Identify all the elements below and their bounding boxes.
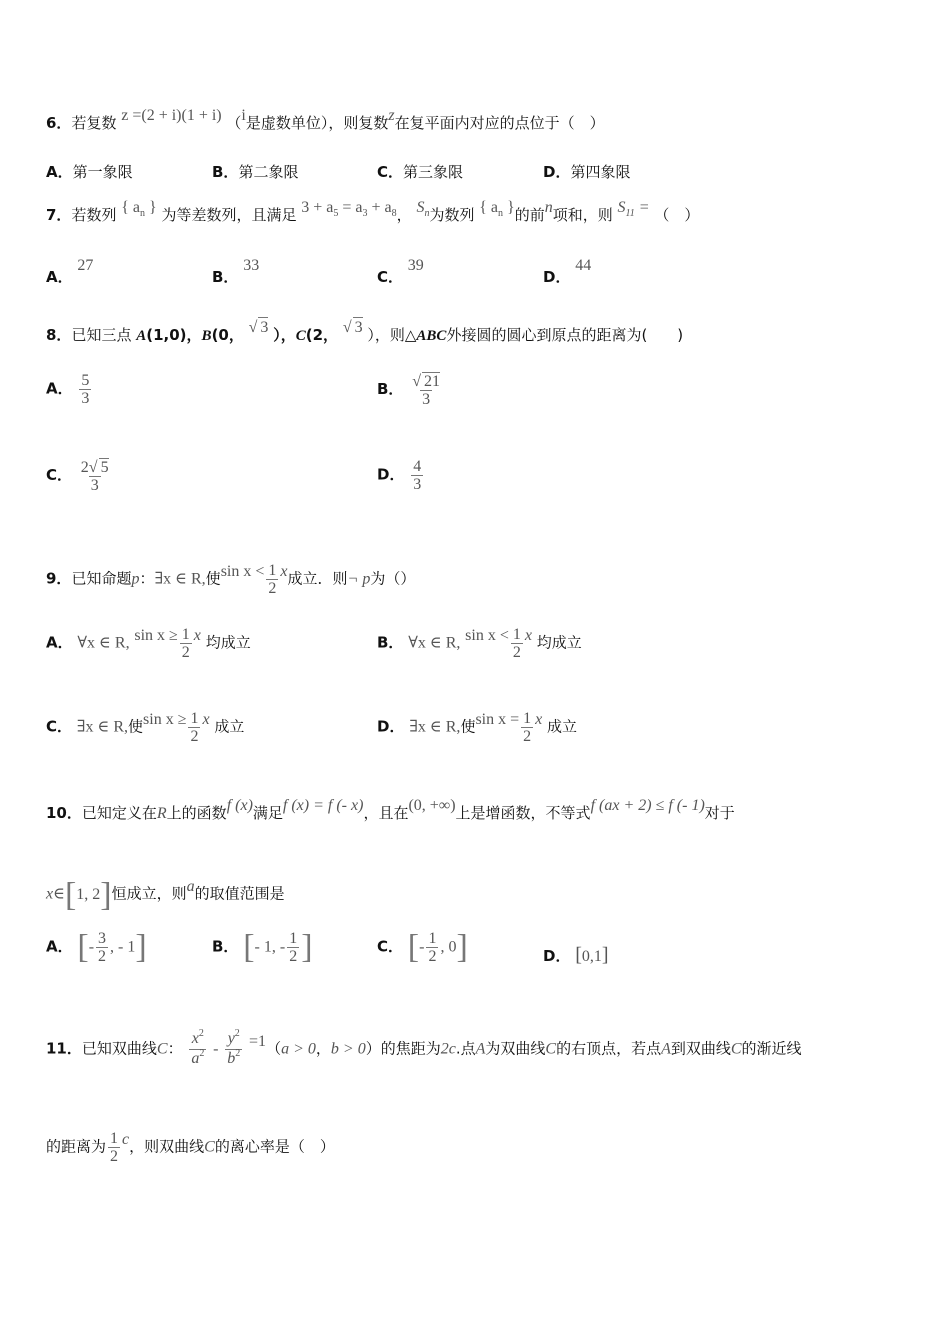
fraction: $\frac{1}{2}$ <box>512 626 521 661</box>
option-label: A． <box>46 937 73 956</box>
option-label: A． <box>46 633 73 652</box>
question-text: 已知双曲线 <box>81 1039 157 1058</box>
question-text: 恒成立，则 <box>111 884 187 903</box>
question-text: ： <box>139 569 155 588</box>
fraction: $\frac{x^2}{a^2}$ <box>191 1028 205 1067</box>
math-text: - <box>213 1040 219 1058</box>
question-number: 9． <box>46 569 72 588</box>
option-label: D． <box>543 268 571 286</box>
fraction: $\frac{√ 21}{3}$ <box>412 373 440 408</box>
option-text: 使 <box>460 717 476 736</box>
math-formula: f (ax + 2) ≤ f (- 1) <box>590 797 705 814</box>
option-a[interactable] <box>46 372 93 407</box>
option-label: D． <box>377 465 405 484</box>
option-label: A． <box>46 268 73 286</box>
math-symbol: C <box>204 1138 215 1156</box>
question-text: .点 <box>455 1039 476 1058</box>
question-number: 6． <box>46 114 72 132</box>
sequence-symbol: { $a_n$ } <box>479 199 515 219</box>
math-formula: (0, +∞) <box>408 797 456 814</box>
question-7 <box>46 199 700 228</box>
option-a[interactable] <box>46 626 251 661</box>
option-label: C． <box>377 268 404 286</box>
question-8 <box>46 319 684 346</box>
math-formula: 2c <box>440 1040 456 1058</box>
math-symbol: ¬ p <box>347 570 371 588</box>
fraction: $\frac{1}{2}$ <box>523 710 532 745</box>
option-b[interactable] <box>377 626 582 661</box>
option-value: 44 <box>575 257 592 274</box>
option-c[interactable] <box>377 257 424 287</box>
question-text: 到双曲线 <box>670 1039 731 1058</box>
math-formula: b > 0 <box>330 1040 366 1058</box>
fraction: $\frac{4}{3}$ <box>413 458 422 493</box>
question-text: 满足 <box>252 804 283 822</box>
question-text: 的前 <box>514 206 545 224</box>
option-c[interactable] <box>46 458 113 494</box>
option-label: B． <box>212 163 239 181</box>
question-text: 成立．则 <box>287 569 348 588</box>
question-6 <box>46 107 605 134</box>
question-text: 是虚数单位），则复数 <box>245 114 389 132</box>
fraction: $\frac{1}{2}$ <box>289 930 298 965</box>
question-text: ，则双曲线 <box>129 1137 205 1156</box>
math-formula: sin x < <box>220 562 265 580</box>
math-symbol: a <box>186 877 195 895</box>
question-text: 的右顶点，若点 <box>556 1039 662 1058</box>
fraction: $\frac{1}{2}$ <box>428 930 437 965</box>
question-text: 在复平面内对应的点位于（ ） <box>394 114 605 132</box>
math-text: - <box>88 938 95 956</box>
math-text: 0,1 <box>581 948 602 965</box>
question-text: ，且在 <box>363 804 409 822</box>
option-b[interactable] <box>377 372 444 408</box>
option-b[interactable] <box>212 161 298 182</box>
question-number: 10． <box>46 804 82 822</box>
math-text: , 0 <box>440 938 457 956</box>
math-symbol: C <box>545 1040 557 1058</box>
math-formula: a > 0 <box>281 1040 316 1058</box>
math-formula: sin x ≥ <box>143 710 187 728</box>
option-text: 第一象限 <box>72 163 133 181</box>
math-symbol: $S_{11}$ = <box>617 199 650 219</box>
question-text: 已知三点 <box>71 326 132 344</box>
option-text: 第二象限 <box>238 163 299 181</box>
option-a[interactable] <box>46 161 133 182</box>
question-text: 项和，则 <box>552 206 613 224</box>
math-formula: ∃x ∈ R, <box>409 718 461 736</box>
option-label: A． <box>46 163 73 181</box>
option-text: 成立 <box>214 717 245 736</box>
math-formula: sin x < <box>465 626 509 644</box>
interval: [1, 2] <box>64 876 112 913</box>
question-9 <box>46 562 415 597</box>
fraction: $\frac{1}{2}$ <box>181 626 190 661</box>
question-text: 上的函数 <box>166 804 227 822</box>
math-symbol: x <box>280 562 288 580</box>
question-text: 的离心率是（ ） <box>214 1137 335 1156</box>
math-symbol: C <box>730 1040 742 1058</box>
option-label: D． <box>377 717 405 736</box>
question-text: （ <box>226 114 242 132</box>
math-symbol: A <box>475 1040 486 1058</box>
option-value: 39 <box>407 257 424 274</box>
question-text: 上是增函数，不等式 <box>455 804 591 822</box>
math-symbol: x <box>524 626 532 644</box>
math-symbol: x <box>202 710 210 728</box>
option-label: C． <box>46 466 73 484</box>
question-text: 对于 <box>704 804 735 822</box>
math-symbol: C <box>156 1040 168 1058</box>
fraction: $\frac{1}{2}$ <box>268 562 277 597</box>
question-10 <box>46 797 735 824</box>
point-label: A <box>136 328 147 344</box>
math-formula: x∈ <box>46 885 65 903</box>
point-coord: (1,0)， <box>146 326 202 344</box>
question-number: 11． <box>46 1039 82 1058</box>
question-text: 的渐近线 <box>741 1039 802 1058</box>
question-text: （ ） <box>654 206 700 224</box>
math-formula: ∃x ∈ R, <box>76 718 128 736</box>
option-label: B． <box>212 937 239 956</box>
option-label: B． <box>212 268 239 286</box>
option-label: D． <box>543 163 571 181</box>
option-d[interactable] <box>377 458 425 493</box>
option-c[interactable]: C． [- $\frac{1}{2}$ , 0] <box>377 928 468 966</box>
question-text: 的距离为 <box>46 1137 107 1156</box>
math-symbol: A <box>661 1040 671 1058</box>
point-label: C <box>295 328 306 344</box>
option-d[interactable]: D． [0,1] <box>543 944 609 966</box>
option-a[interactable]: A． [- $\frac{3}{2}$ , - 1] <box>46 928 147 966</box>
question-text: 为（） <box>370 569 416 588</box>
math-formula: ∃x ∈ R, <box>154 570 206 588</box>
question-text: 为等差数列，且满足 <box>161 206 297 224</box>
math-symbol: R <box>156 805 167 822</box>
question-text: ， <box>315 1039 331 1058</box>
question-10-line-2 <box>46 878 285 912</box>
math-symbol: z <box>388 107 395 124</box>
math-formula: z =(2 + i)(1 + i) <box>121 107 222 124</box>
question-text: 已知命题 <box>71 569 132 588</box>
option-c[interactable] <box>377 161 463 182</box>
question-text: 已知定义在 <box>81 804 157 822</box>
option-c[interactable] <box>46 710 244 745</box>
question-text: 若数列 <box>71 206 117 224</box>
option-text: 第三象限 <box>403 163 464 181</box>
math-text: - <box>419 938 425 956</box>
option-label: D． <box>543 947 571 965</box>
option-d[interactable] <box>377 710 577 745</box>
point-coord: (2， <box>305 326 339 344</box>
question-11 <box>46 1030 802 1069</box>
option-b[interactable]: B． [- 1, - $\frac{1}{2}$ ] <box>212 928 313 966</box>
option-text: 使 <box>128 717 144 736</box>
option-text: 均成立 <box>205 633 251 652</box>
fraction: $\frac{1}{2}$ <box>110 1130 119 1165</box>
fraction: $\frac{2√ 5}{3}$ <box>80 459 109 494</box>
question-text: ： <box>167 1039 183 1058</box>
math-symbol: $S_n$ <box>416 199 430 219</box>
triangle-label: ABC <box>416 328 447 344</box>
question-11-line-2 <box>46 1130 335 1165</box>
option-label: B． <box>377 633 404 652</box>
math-text: , - 1 <box>110 938 136 956</box>
math-text: =1 <box>249 1032 267 1050</box>
math-symbol: c <box>122 1130 130 1148</box>
fraction: $\frac{3}{2}$ <box>98 930 107 965</box>
math-symbol: x <box>193 626 201 644</box>
question-text: ）的焦距为 <box>365 1039 441 1058</box>
option-text: 成立 <box>547 717 578 736</box>
option-label: B． <box>377 380 404 398</box>
option-value: 33 <box>243 257 260 274</box>
math-symbol: p <box>131 570 140 588</box>
option-b[interactable] <box>212 257 260 287</box>
question-text: 为双曲线 <box>485 1039 546 1058</box>
sequence-symbol: { $a_n$ } <box>121 199 157 219</box>
option-d[interactable] <box>543 257 592 287</box>
option-label: A． <box>46 379 73 398</box>
question-text: 若复数 <box>71 114 117 132</box>
option-label: C． <box>377 937 404 956</box>
option-value: 27 <box>77 257 94 274</box>
math-formula: sin x ≥ <box>134 626 178 644</box>
math-formula: f (x) <box>226 797 253 814</box>
math-symbol: i <box>241 107 246 124</box>
question-text: （ <box>266 1039 282 1058</box>
question-text: 为数列 <box>429 206 475 224</box>
fraction: $\frac{1}{2}$ <box>190 710 199 745</box>
option-label: C． <box>46 717 73 736</box>
question-text: ， <box>396 206 412 224</box>
fraction: $\frac{5}{3}$ <box>81 372 90 407</box>
math-formula: $3 + a_5 = a_3 + a_8$ <box>301 199 397 219</box>
sqrt-expression: √ 3 <box>248 319 269 336</box>
math-formula: f (x) = f (- x) <box>282 797 364 814</box>
math-formula: ∀x ∈ R, <box>408 634 461 652</box>
question-text: ），则△ <box>367 326 417 344</box>
question-text: ）， <box>273 326 296 344</box>
question-text: 的取值范围是 <box>194 884 285 903</box>
point-coord: (0， <box>211 326 244 344</box>
math-formula: sin x = <box>475 710 520 728</box>
question-number: 7． <box>46 206 72 224</box>
option-d[interactable] <box>543 161 630 182</box>
option-a[interactable] <box>46 257 94 287</box>
sqrt-expression: √ 3 <box>342 319 363 336</box>
point-label: B <box>201 328 212 344</box>
math-text: - 1, - <box>254 938 286 956</box>
option-label: C． <box>377 163 404 181</box>
option-text: 均成立 <box>536 633 582 652</box>
math-symbol: n <box>544 199 553 216</box>
option-text: 第四象限 <box>570 163 631 181</box>
math-symbol: x <box>535 710 543 728</box>
question-number: 8． <box>46 326 72 344</box>
math-formula: ∀x ∈ R, <box>77 634 130 652</box>
question-text: 使 <box>205 569 221 588</box>
fraction: $\frac{y^2}{b^2}$ <box>227 1028 241 1067</box>
question-text: 外接圆的圆心到原点的距离为( ) <box>446 326 684 344</box>
